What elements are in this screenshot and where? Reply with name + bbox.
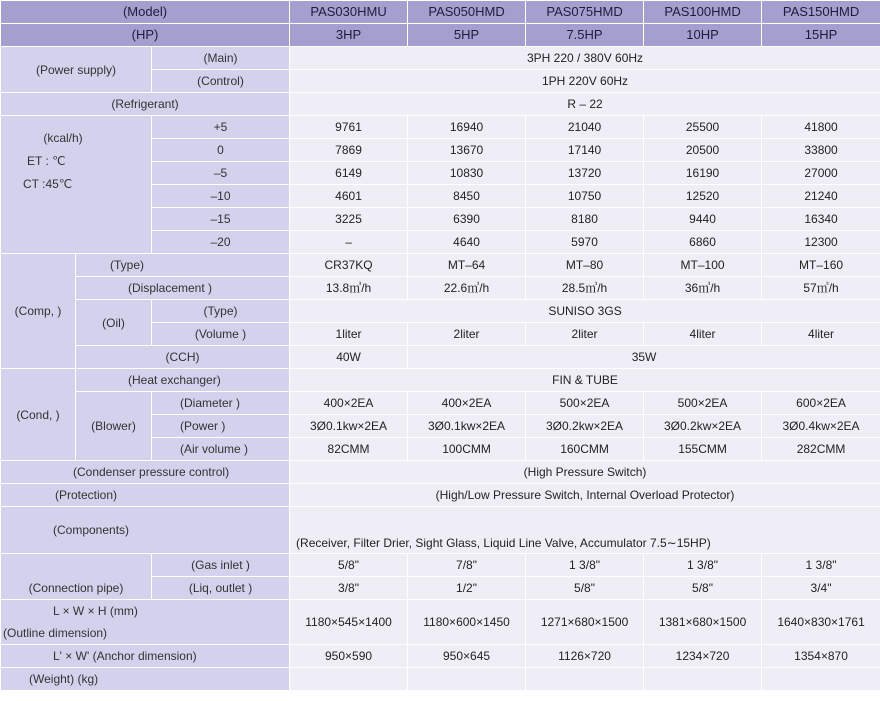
comp-disp-value: 13.8㎥/h: [290, 277, 408, 300]
model-name: PAS050HMD: [408, 1, 526, 24]
hp-value: 10HP: [644, 24, 762, 47]
blower-diameter-value: 500×2EA: [644, 392, 762, 415]
anchor-value: 1354×870: [762, 645, 880, 668]
weight-value: [408, 668, 526, 691]
protection-value: (High/Low Pressure Switch, Internal Overload Protector): [290, 484, 880, 507]
pipe-gas-value: 5/8": [290, 554, 408, 577]
outline-lwh-label: L × W × H (mm): [53, 604, 138, 618]
capacity-label: [1, 116, 152, 254]
refrigerant-row: [1, 93, 880, 116]
model-name: PAS075HMD: [526, 1, 644, 24]
blower-power-value: 3Ø0.4kw×2EA: [762, 415, 880, 438]
et-value: –5: [152, 162, 290, 185]
capacity-cell: 4601: [290, 185, 408, 208]
power-main-value: 3PH 220 / 380V 60Hz: [290, 47, 880, 70]
blower-air-value: 282CMM: [762, 438, 880, 461]
capacity-cell: 6860: [644, 231, 762, 254]
capacity-cell: 17140: [526, 139, 644, 162]
et-value: 0: [152, 139, 290, 162]
blower-power-value: 3Ø0.2kw×2EA: [526, 415, 644, 438]
ct-label: CT :45℃: [23, 177, 73, 191]
oil-volume-label: (Volume ): [152, 323, 290, 346]
capacity-cell: 21040: [526, 116, 644, 139]
oil-type-label: (Type): [152, 300, 290, 323]
cond-pressure-label: (Condenser pressure control): [1, 461, 290, 484]
blower-diameter-value: 400×2EA: [290, 392, 408, 415]
comp-type-value: MT–80: [526, 254, 644, 277]
outline-value: 1381×680×1500: [644, 600, 762, 645]
comp-disp-value: 57㎥/h: [762, 277, 880, 300]
anchor-label: L' × W' (Anchor dimension): [1, 645, 290, 668]
comp-label: (Comp, ): [1, 254, 76, 369]
capacity-cell: 25500: [644, 116, 762, 139]
pipe-gas-row: [1, 554, 880, 577]
cond-pressure-row: [1, 461, 880, 484]
pipe-gas-value: 1 3/8": [762, 554, 880, 577]
et-value: –10: [152, 185, 290, 208]
et-value: –20: [152, 231, 290, 254]
blower-air-value: 155CMM: [644, 438, 762, 461]
capacity-cell: 12300: [762, 231, 880, 254]
weight-value: [290, 668, 408, 691]
protection-row: [1, 484, 880, 507]
outline-value: 1180×545×1400: [290, 600, 408, 645]
weight-value: [762, 668, 880, 691]
capacity-cell: 10750: [526, 185, 644, 208]
pipe-gas-value: 1 3/8": [644, 554, 762, 577]
comp-disp-value: 36㎥/h: [644, 277, 762, 300]
hp-value: 3HP: [290, 24, 408, 47]
capacity-cell: 13670: [408, 139, 526, 162]
weight-value: [526, 668, 644, 691]
oil-volume-value: 2liter: [526, 323, 644, 346]
pipe-liq-label: (Liq, outlet ): [152, 577, 290, 600]
blower-diameter-value: 600×2EA: [762, 392, 880, 415]
hx-row: [1, 369, 880, 392]
refrigerant-label: (Refrigerant): [1, 93, 290, 116]
blower-power-label: (Power ): [152, 415, 290, 438]
capacity-cell: 41800: [762, 116, 880, 139]
comp-type-value: CR37KQ: [290, 254, 408, 277]
capacity-cell: 16340: [762, 208, 880, 231]
pipe-liq-value: 5/8": [644, 577, 762, 600]
oil-volume-value: 1liter: [290, 323, 408, 346]
blower-label: (Blower): [76, 392, 152, 461]
pipe-liq-value: 1/2": [408, 577, 526, 600]
blower-diameter-label: (Diameter ): [152, 392, 290, 415]
pipe-liq-value: 5/8": [526, 577, 644, 600]
hx-value: FIN & TUBE: [290, 369, 880, 392]
model-row: [1, 1, 880, 24]
outline-value: 1271×680×1500: [526, 600, 644, 645]
et-label: ET : ℃: [27, 154, 66, 168]
comp-type-label: (Type): [76, 254, 290, 277]
capacity-cell: 20500: [644, 139, 762, 162]
capacity-cell: 6390: [408, 208, 526, 231]
comp-disp-value: 22.6㎥/h: [408, 277, 526, 300]
weight-label: (Weight) (kg): [1, 668, 290, 691]
oil-volume-value: 4liter: [762, 323, 880, 346]
model-name: PAS030HMU: [290, 1, 408, 24]
components-label: (Components): [1, 507, 290, 554]
capacity-cell: 8450: [408, 185, 526, 208]
components-value: (Receiver, Filter Drier, Sight Glass, Liquid Line Valve, Accumulator 7.5∼15HP): [290, 507, 880, 554]
outline-row: [1, 600, 880, 645]
cond-pressure-value: (High Pressure Switch): [290, 461, 880, 484]
comp-disp-row: [1, 277, 880, 300]
anchor-value: 950×590: [290, 645, 408, 668]
hx-label: (Heat exchanger): [76, 369, 290, 392]
pipe-gas-value: 7/8": [408, 554, 526, 577]
pipe-liq-value: 3/8": [290, 577, 408, 600]
capacity-cell: 33800: [762, 139, 880, 162]
blower-air-label: (Air volume ): [152, 438, 290, 461]
comp-disp-label: (Displacement ): [76, 277, 290, 300]
capacity-cell: 7869: [290, 139, 408, 162]
comp-type-row: [1, 254, 880, 277]
anchor-value: 950×645: [408, 645, 526, 668]
hp-label: (HP): [1, 24, 290, 47]
weight-row: [1, 668, 880, 691]
capacity-cell: 21240: [762, 185, 880, 208]
blower-air-value: 160CMM: [526, 438, 644, 461]
capacity-cell: 16940: [408, 116, 526, 139]
power-control-value: 1PH 220V 60Hz: [290, 70, 880, 93]
capacity-cell: 27000: [762, 162, 880, 185]
capacity-unit: (kcal/h): [43, 131, 83, 145]
comp-type-value: MT–100: [644, 254, 762, 277]
outline-label: (Outline dimension): [3, 626, 108, 640]
hp-row: [1, 24, 880, 47]
oil-volume-value: 4liter: [644, 323, 762, 346]
blower-diameter-value: 400×2EA: [408, 392, 526, 415]
capacity-cell: 3225: [290, 208, 408, 231]
pipe-label: (Connection pipe): [1, 554, 152, 600]
blower-power-value: 3Ø0.1kw×2EA: [408, 415, 526, 438]
cch-value: 35W: [408, 346, 880, 369]
anchor-value: 1234×720: [644, 645, 762, 668]
hp-value: 7.5HP: [526, 24, 644, 47]
hp-value: 5HP: [408, 24, 526, 47]
blower-diameter-value: 500×2EA: [526, 392, 644, 415]
comp-type-value: MT–64: [408, 254, 526, 277]
anchor-value: 1126×720: [526, 645, 644, 668]
comp-type-value: MT–160: [762, 254, 880, 277]
capacity-cell: 4640: [408, 231, 526, 254]
hp-value: 15HP: [762, 24, 880, 47]
blower-power-value: 3Ø0.2kw×2EA: [644, 415, 762, 438]
comp-disp-value: 28.5㎥/h: [526, 277, 644, 300]
blower-air-value: 82CMM: [290, 438, 408, 461]
outline-value: 1640×830×1761: [762, 600, 880, 645]
cch-label: (CCH): [76, 346, 290, 369]
blower-power-value: 3Ø0.1kw×2EA: [290, 415, 408, 438]
power-main-label: (Main): [152, 47, 290, 70]
capacity-cell: 6149: [290, 162, 408, 185]
model-name: PAS150HMD: [762, 1, 880, 24]
capacity-cell: 10830: [408, 162, 526, 185]
capacity-cell: 9440: [644, 208, 762, 231]
model-label: (Model): [1, 1, 290, 24]
pipe-gas-label: (Gas inlet ): [152, 554, 290, 577]
blower-air-value: 100CMM: [408, 438, 526, 461]
protection-label: (Protection): [1, 484, 290, 507]
power-control-label: (Control): [152, 70, 290, 93]
capacity-row: [1, 116, 880, 139]
weight-value: [644, 668, 762, 691]
oil-volume-value: 2liter: [408, 323, 526, 346]
power-main-row: [1, 47, 880, 70]
capacity-cell: 13720: [526, 162, 644, 185]
capacity-cell: 8180: [526, 208, 644, 231]
components-row: [1, 507, 880, 554]
outline-value: 1180×600×1450: [408, 600, 526, 645]
anchor-row: [1, 645, 880, 668]
blower-diameter-row: [1, 392, 880, 415]
pipe-gas-value: 1 3/8": [526, 554, 644, 577]
capacity-cell: 12520: [644, 185, 762, 208]
outline-label-cell: [1, 600, 290, 645]
refrigerant-value: R – 22: [290, 93, 880, 116]
oil-label: (Oil): [76, 300, 152, 346]
cond-label: (Cond, ): [1, 369, 76, 461]
oil-type-row: [1, 300, 880, 323]
cch-row: [1, 346, 880, 369]
model-name: PAS100HMD: [644, 1, 762, 24]
et-value: +5: [152, 116, 290, 139]
power-supply-label: (Power supply): [1, 47, 152, 93]
et-value: –15: [152, 208, 290, 231]
capacity-cell: 9761: [290, 116, 408, 139]
capacity-cell: 16190: [644, 162, 762, 185]
oil-type-value: SUNISO 3GS: [290, 300, 880, 323]
pipe-liq-value: 3/4": [762, 577, 880, 600]
cch-value: 40W: [290, 346, 408, 369]
capacity-cell: –: [290, 231, 408, 254]
capacity-cell: 5970: [526, 231, 644, 254]
